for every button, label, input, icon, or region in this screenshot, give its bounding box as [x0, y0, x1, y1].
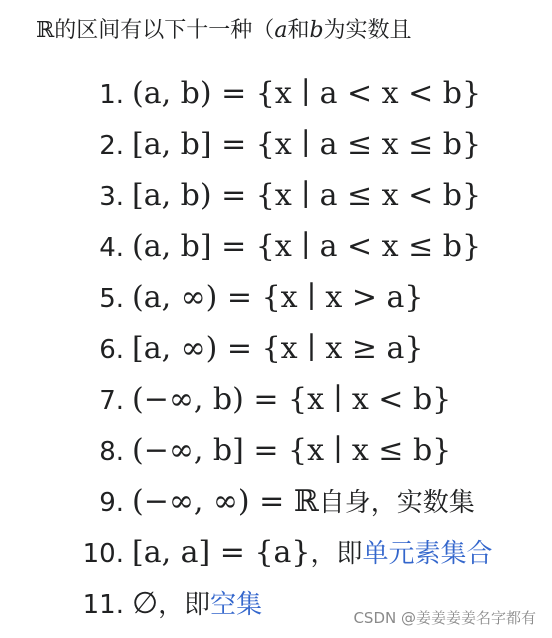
- interval-expression: [a, b] = {x ∣ a ≤ x ≤ b}: [132, 127, 482, 162]
- interval-expression: [a, b) = {x ∣ a ≤ x < b}: [132, 178, 482, 213]
- interval-expression: [132, 482, 475, 523]
- interval-expression: [a, ∞) = {x ∣ x ≥ a}: [132, 331, 424, 366]
- item-number: 11.: [82, 590, 124, 620]
- list-item: [0, 376, 552, 427]
- interval-expression: (a, b] = {x ∣ a < x ≤ b}: [132, 229, 482, 264]
- variable-a: a: [274, 18, 288, 43]
- list-item: [0, 172, 552, 223]
- interval-expression: (−∞, b] = {x ∣ x ≤ b}: [132, 433, 452, 468]
- watermark: CSDN @姜姜姜姜名字都有: [353, 609, 536, 627]
- item-number: 10.: [82, 539, 124, 569]
- empty-set-symbol: ∅: [132, 586, 159, 621]
- list-item: [0, 274, 552, 325]
- item-number: 3.: [99, 182, 124, 212]
- interval-list: [0, 70, 552, 631]
- expression-math: [a, a] = {a}: [132, 535, 311, 570]
- expression-suffix: ，即: [310, 539, 363, 569]
- expression-math: (−∞, ∞) = ℝ: [132, 484, 319, 519]
- interval-expression: (a, ∞) = {x ∣ x > a}: [132, 280, 424, 315]
- list-item: [0, 427, 552, 478]
- empty-set-link[interactable]: 空集: [210, 590, 263, 620]
- expression-suffix: 自身，实数集: [318, 488, 475, 518]
- intro-text-after: 为实数且: [323, 18, 412, 43]
- list-item: [0, 478, 552, 529]
- list-item: [0, 529, 552, 580]
- expression-suffix: ，即: [158, 590, 211, 620]
- intro-text-before: 的区间有以下十一种（: [54, 18, 275, 43]
- item-number: 8.: [99, 437, 124, 467]
- interval-expression: (a, b) = {x ∣ a < x < b}: [132, 76, 482, 111]
- intro-sentence: [36, 16, 412, 46]
- item-number: 5.: [99, 284, 124, 314]
- variable-b: b: [309, 18, 324, 43]
- interval-expression: (−∞, b) = {x ∣ x < b}: [132, 382, 452, 417]
- list-item: [0, 121, 552, 172]
- item-number: 1.: [99, 80, 124, 110]
- interval-expression: [132, 584, 262, 625]
- intro-conjunction: 和: [287, 18, 310, 43]
- item-number: 6.: [99, 335, 124, 365]
- item-number: 4.: [99, 233, 124, 263]
- list-item: [0, 325, 552, 376]
- interval-expression: [132, 533, 493, 574]
- item-number: 9.: [99, 488, 124, 518]
- item-number: 7.: [99, 386, 124, 416]
- list-item: [0, 223, 552, 274]
- real-set-symbol: ℝ: [36, 18, 55, 43]
- singleton-set-link[interactable]: 单元素集合: [362, 539, 493, 569]
- list-item: [0, 70, 552, 121]
- item-number: 2.: [99, 131, 124, 161]
